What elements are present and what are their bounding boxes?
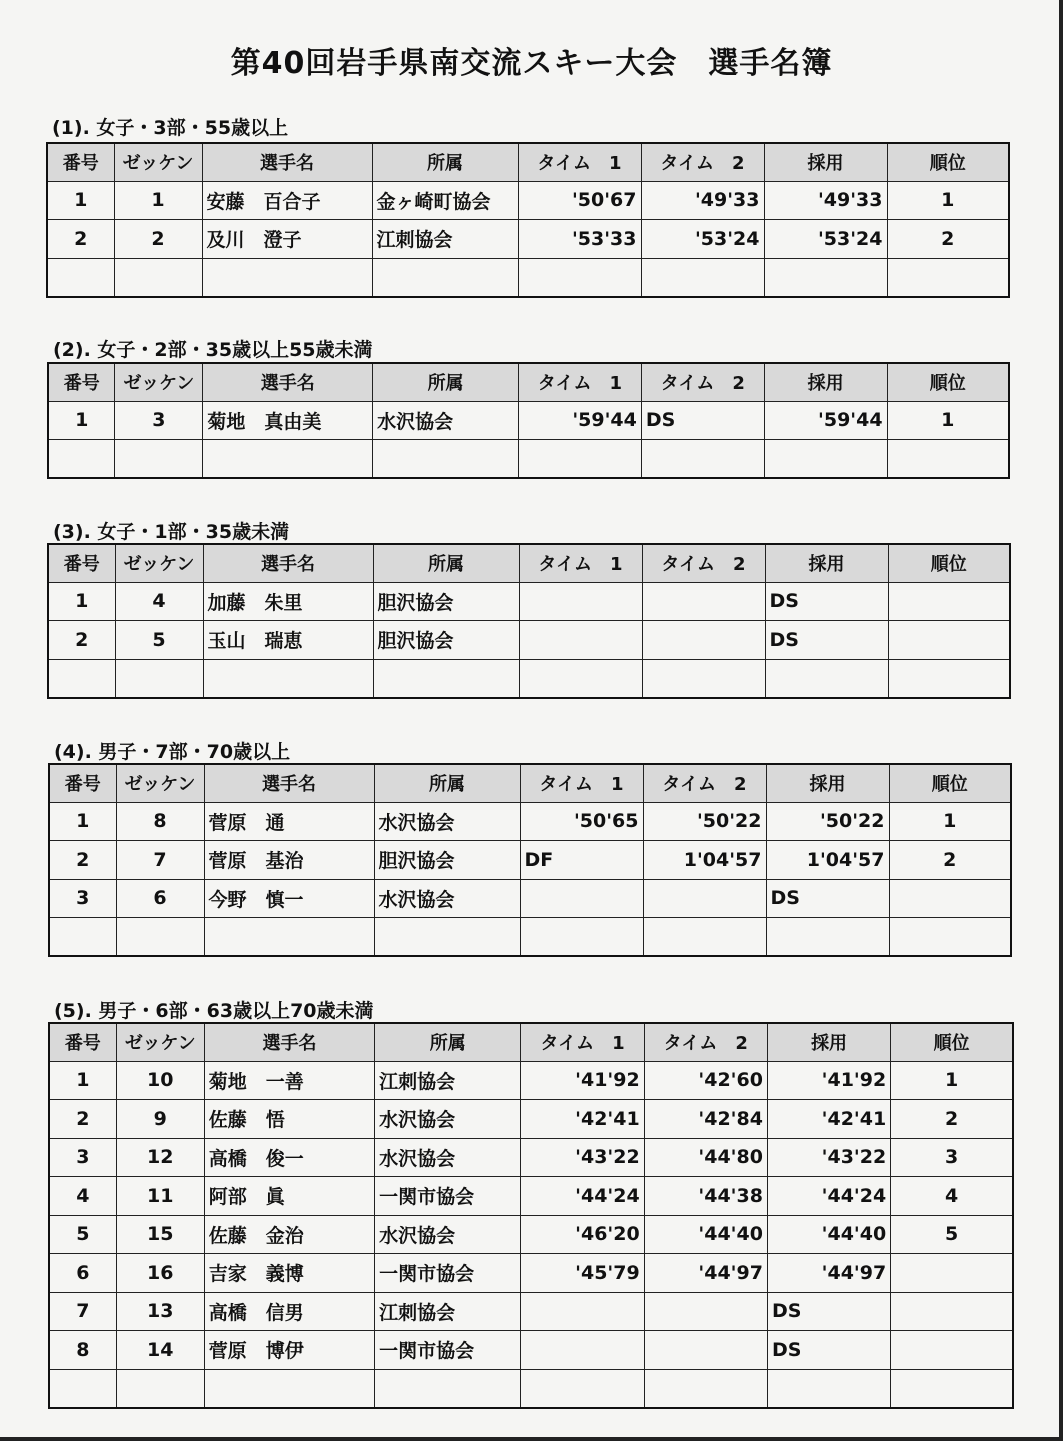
- time2-cell: '53'24: [641, 220, 764, 259]
- time2-cell: '44'80: [644, 1138, 767, 1177]
- rank-cell: [887, 258, 1009, 297]
- header-time2: タイム 2: [644, 1023, 767, 1061]
- rank-cell: [888, 659, 1010, 698]
- table-row: [49, 841, 1011, 880]
- number-cell: [49, 918, 116, 957]
- header-time2: タイム 2: [642, 544, 765, 582]
- section-title: (2). 女子・2部・35歳以上55歳未満: [53, 339, 373, 361]
- athlete-name-cell: [203, 659, 373, 698]
- time2-cell: '49'33: [641, 181, 764, 220]
- time1-cell: [520, 879, 643, 918]
- table-row: [48, 621, 1010, 660]
- section-title: (1). 女子・3部・55歳以上: [52, 117, 289, 139]
- athlete-name-cell: 及川 澄子: [202, 220, 372, 259]
- bib-cell: [115, 659, 203, 698]
- affiliation-cell: 一関市協会: [375, 1254, 521, 1293]
- table-row: [49, 1215, 1013, 1254]
- time2-cell: [642, 659, 765, 698]
- time1-cell: '59'44: [518, 401, 641, 440]
- table-row: [49, 1061, 1013, 1100]
- table-header-row: [49, 1023, 1013, 1061]
- affiliation-cell: 江刺協会: [375, 1061, 521, 1100]
- header-time1: タイム 1: [518, 143, 641, 181]
- affiliation-cell: [374, 918, 520, 957]
- bib-cell: [115, 440, 203, 479]
- bib-cell: 13: [116, 1292, 204, 1331]
- affiliation-cell: 水沢協会: [375, 1138, 521, 1177]
- athlete-name-cell: 菊地 一善: [204, 1061, 374, 1100]
- header-rank: 順位: [889, 764, 1011, 802]
- bib-cell: 9: [116, 1100, 204, 1139]
- affiliation-cell: 水沢協会: [375, 1100, 521, 1139]
- adopted-time-cell: [764, 258, 887, 297]
- adopted-time-cell: '44'40: [767, 1215, 890, 1254]
- rank-cell: 4: [891, 1177, 1013, 1216]
- header-time2: タイム 2: [641, 143, 764, 181]
- time2-cell: '44'40: [644, 1215, 767, 1254]
- table-row: [49, 918, 1011, 957]
- header-bib: ゼッケン: [115, 363, 203, 401]
- header-time2: タイム 2: [641, 363, 764, 401]
- athlete-name-cell: 今野 慎一: [204, 879, 374, 918]
- affiliation-cell: 水沢協会: [375, 1215, 521, 1254]
- header-adopted-time: 採用: [764, 363, 887, 401]
- bib-cell: 12: [116, 1138, 204, 1177]
- number-cell: 1: [48, 582, 115, 621]
- section-title: (3). 女子・1部・35歳未満: [53, 521, 290, 543]
- time2-cell: [644, 1331, 767, 1370]
- number-cell: 2: [49, 1100, 116, 1139]
- bib-cell: [116, 918, 204, 957]
- table-row: [47, 258, 1009, 297]
- affiliation-cell: 水沢協会: [373, 401, 519, 440]
- adopted-time-cell: DS: [767, 1331, 890, 1370]
- rank-cell: 1: [889, 802, 1011, 841]
- athlete-name-cell: 高橋 信男: [204, 1292, 374, 1331]
- header-affiliation: 所属: [375, 1023, 521, 1061]
- time1-cell: DF: [520, 841, 643, 880]
- adopted-time-cell: [765, 659, 888, 698]
- adopted-time-cell: DS: [765, 582, 888, 621]
- table-row: [49, 879, 1011, 918]
- affiliation-cell: [373, 440, 519, 479]
- adopted-time-cell: '41'92: [767, 1061, 890, 1100]
- adopted-time-cell: '53'24: [764, 220, 887, 259]
- adopted-time-cell: '43'22: [767, 1138, 890, 1177]
- header-bib: ゼッケン: [116, 1023, 204, 1061]
- time1-cell: [519, 582, 642, 621]
- number-cell: 8: [49, 1331, 116, 1370]
- table-row: [49, 1369, 1013, 1408]
- athlete-name-cell: 玉山 瑞恵: [203, 621, 373, 660]
- rank-cell: [888, 621, 1010, 660]
- header-athlete-name: 選手名: [203, 363, 373, 401]
- number-cell: 3: [49, 1138, 116, 1177]
- header-number: 番号: [48, 363, 115, 401]
- rank-cell: 5: [891, 1215, 1013, 1254]
- athlete-name-cell: [203, 440, 373, 479]
- table-row: [49, 802, 1011, 841]
- time1-cell: [518, 440, 641, 479]
- rank-cell: 2: [891, 1100, 1013, 1139]
- rank-cell: [888, 582, 1010, 621]
- header-time1: タイム 1: [520, 764, 643, 802]
- adopted-time-cell: DS: [767, 1292, 890, 1331]
- header-rank: 順位: [887, 363, 1009, 401]
- number-cell: 1: [49, 802, 116, 841]
- bib-cell: 7: [116, 841, 204, 880]
- header-adopted-time: 採用: [767, 1023, 890, 1061]
- table-header-row: [49, 764, 1011, 802]
- affiliation-cell: 一関市協会: [375, 1331, 521, 1370]
- number-cell: 1: [47, 181, 114, 220]
- table-header-row: [48, 544, 1010, 582]
- time2-cell: [642, 621, 765, 660]
- table-row: [49, 1292, 1013, 1331]
- time1-cell: '46'20: [521, 1215, 644, 1254]
- time1-cell: '44'24: [521, 1177, 644, 1216]
- bib-cell: 1: [114, 181, 202, 220]
- roster-table: [47, 362, 1010, 479]
- roster-table: [48, 1022, 1014, 1409]
- time2-cell: [644, 1369, 767, 1408]
- header-number: 番号: [48, 544, 115, 582]
- rank-cell: 2: [887, 220, 1009, 259]
- adopted-time-cell: '50'22: [766, 802, 889, 841]
- number-cell: 1: [49, 1061, 116, 1100]
- adopted-time-cell: 1'04'57: [766, 841, 889, 880]
- roster-table: [48, 763, 1012, 957]
- header-affiliation: 所属: [374, 764, 520, 802]
- adopted-time-cell: '44'97: [767, 1254, 890, 1293]
- bib-cell: 4: [115, 582, 203, 621]
- rank-cell: [891, 1331, 1013, 1370]
- table-row: [49, 1138, 1013, 1177]
- bib-cell: 16: [116, 1254, 204, 1293]
- number-cell: 2: [48, 621, 115, 660]
- header-affiliation: 所属: [373, 363, 519, 401]
- time1-cell: '41'92: [521, 1061, 644, 1100]
- athlete-name-cell: 高橋 俊一: [204, 1138, 374, 1177]
- bib-cell: 6: [116, 879, 204, 918]
- number-cell: 2: [47, 220, 114, 259]
- time1-cell: '45'79: [521, 1254, 644, 1293]
- rank-cell: 1: [887, 181, 1009, 220]
- bib-cell: 5: [115, 621, 203, 660]
- header-number: 番号: [49, 1023, 116, 1061]
- time2-cell: '50'22: [643, 802, 766, 841]
- number-cell: [49, 1369, 116, 1408]
- affiliation-cell: [373, 659, 519, 698]
- affiliation-cell: 胆沢協会: [373, 582, 519, 621]
- rank-cell: 3: [891, 1138, 1013, 1177]
- adopted-time-cell: [767, 1369, 890, 1408]
- time1-cell: '50'67: [518, 181, 641, 220]
- athlete-name-cell: 吉家 義博: [204, 1254, 374, 1293]
- adopted-time-cell: DS: [765, 621, 888, 660]
- number-cell: 2: [49, 841, 116, 880]
- number-cell: [48, 659, 115, 698]
- header-bib: ゼッケン: [116, 764, 204, 802]
- time2-cell: [643, 879, 766, 918]
- adopted-time-cell: '44'24: [767, 1177, 890, 1216]
- time2-cell: DS: [641, 401, 764, 440]
- table-row: [49, 1100, 1013, 1139]
- header-athlete-name: 選手名: [204, 764, 374, 802]
- bib-cell: 8: [116, 802, 204, 841]
- time2-cell: [644, 1292, 767, 1331]
- bib-cell: 3: [115, 401, 203, 440]
- adopted-time-cell: [764, 440, 887, 479]
- affiliation-cell: 江刺協会: [375, 1292, 521, 1331]
- number-cell: [47, 258, 114, 297]
- affiliation-cell: 一関市協会: [375, 1177, 521, 1216]
- table-row: [48, 582, 1010, 621]
- time2-cell: 1'04'57: [643, 841, 766, 880]
- table-header-row: [47, 143, 1009, 181]
- time1-cell: '42'41: [521, 1100, 644, 1139]
- header-time1: タイム 1: [518, 363, 641, 401]
- header-rank: 順位: [888, 544, 1010, 582]
- rank-cell: [889, 918, 1011, 957]
- affiliation-cell: 水沢協会: [374, 879, 520, 918]
- rank-cell: 2: [889, 841, 1011, 880]
- time1-cell: '43'22: [521, 1138, 644, 1177]
- table-row: [47, 220, 1009, 259]
- bib-cell: 14: [116, 1331, 204, 1370]
- header-affiliation: 所属: [372, 143, 518, 181]
- bib-cell: [114, 258, 202, 297]
- time1-cell: [518, 258, 641, 297]
- table-row: [49, 1254, 1013, 1293]
- athlete-name-cell: 菅原 基治: [204, 841, 374, 880]
- affiliation-cell: [372, 258, 518, 297]
- header-athlete-name: 選手名: [204, 1023, 374, 1061]
- header-adopted-time: 採用: [766, 764, 889, 802]
- athlete-name-cell: 安藤 百合子: [202, 181, 372, 220]
- time2-cell: '42'60: [644, 1061, 767, 1100]
- adopted-time-cell: DS: [766, 879, 889, 918]
- athlete-name-cell: [204, 918, 374, 957]
- time1-cell: [521, 1331, 644, 1370]
- rank-cell: [891, 1254, 1013, 1293]
- number-cell: 4: [49, 1177, 116, 1216]
- time2-cell: [643, 918, 766, 957]
- header-rank: 順位: [891, 1023, 1013, 1061]
- roster-table: [46, 142, 1010, 298]
- athlete-name-cell: [204, 1369, 374, 1408]
- affiliation-cell: 胆沢協会: [374, 841, 520, 880]
- number-cell: 5: [49, 1215, 116, 1254]
- number-cell: 6: [49, 1254, 116, 1293]
- table-row: [49, 1331, 1013, 1370]
- athlete-name-cell: 佐藤 金治: [204, 1215, 374, 1254]
- time1-cell: '50'65: [520, 802, 643, 841]
- athlete-name-cell: 加藤 朱里: [203, 582, 373, 621]
- header-bib: ゼッケン: [114, 143, 202, 181]
- athlete-name-cell: [202, 258, 372, 297]
- header-time1: タイム 1: [521, 1023, 644, 1061]
- rank-cell: 1: [891, 1061, 1013, 1100]
- header-bib: ゼッケン: [115, 544, 203, 582]
- adopted-time-cell: [766, 918, 889, 957]
- time1-cell: [520, 918, 643, 957]
- header-time2: タイム 2: [643, 764, 766, 802]
- athlete-name-cell: 佐藤 悟: [204, 1100, 374, 1139]
- time1-cell: [521, 1292, 644, 1331]
- bib-cell: 15: [116, 1215, 204, 1254]
- affiliation-cell: 胆沢協会: [373, 621, 519, 660]
- table-row: [49, 1177, 1013, 1216]
- table-row: [47, 181, 1009, 220]
- bib-cell: 11: [116, 1177, 204, 1216]
- number-cell: 3: [49, 879, 116, 918]
- number-cell: [48, 440, 115, 479]
- rank-cell: [891, 1369, 1013, 1408]
- header-affiliation: 所属: [373, 544, 519, 582]
- adopted-time-cell: '49'33: [764, 181, 887, 220]
- rank-cell: [891, 1292, 1013, 1331]
- section-title: (4). 男子・7部・70歳以上: [54, 741, 291, 763]
- rank-cell: 1: [887, 401, 1009, 440]
- athlete-name-cell: 阿部 眞: [204, 1177, 374, 1216]
- header-adopted-time: 採用: [765, 544, 888, 582]
- time2-cell: [641, 440, 764, 479]
- bib-cell: 10: [116, 1061, 204, 1100]
- affiliation-cell: [375, 1369, 521, 1408]
- time1-cell: [521, 1369, 644, 1408]
- header-rank: 順位: [887, 143, 1009, 181]
- adopted-time-cell: '42'41: [767, 1100, 890, 1139]
- roster-table: [47, 543, 1011, 699]
- header-time1: タイム 1: [519, 544, 642, 582]
- athlete-name-cell: 菅原 博伊: [204, 1331, 374, 1370]
- time2-cell: [642, 582, 765, 621]
- table-row: [48, 440, 1009, 479]
- page-title: 第40回岩手県南交流スキー大会 選手名簿: [230, 46, 833, 81]
- header-athlete-name: 選手名: [203, 544, 373, 582]
- number-cell: 1: [48, 401, 115, 440]
- affiliation-cell: 金ヶ崎町協会: [372, 181, 518, 220]
- time1-cell: [519, 621, 642, 660]
- bib-cell: 2: [114, 220, 202, 259]
- number-cell: 7: [49, 1292, 116, 1331]
- time2-cell: [641, 258, 764, 297]
- header-athlete-name: 選手名: [202, 143, 372, 181]
- rank-cell: [887, 440, 1009, 479]
- bib-cell: [116, 1369, 204, 1408]
- table-row: [48, 401, 1009, 440]
- time2-cell: '44'97: [644, 1254, 767, 1293]
- athlete-name-cell: 菅原 通: [204, 802, 374, 841]
- table-header-row: [48, 363, 1009, 401]
- affiliation-cell: 江刺協会: [372, 220, 518, 259]
- header-number: 番号: [49, 764, 116, 802]
- time2-cell: '44'38: [644, 1177, 767, 1216]
- adopted-time-cell: '59'44: [764, 401, 887, 440]
- header-adopted-time: 採用: [764, 143, 887, 181]
- athlete-name-cell: 菊地 真由美: [203, 401, 373, 440]
- time2-cell: '42'84: [644, 1100, 767, 1139]
- time1-cell: '53'33: [518, 220, 641, 259]
- table-row: [48, 659, 1010, 698]
- affiliation-cell: 水沢協会: [374, 802, 520, 841]
- header-number: 番号: [47, 143, 114, 181]
- rank-cell: [889, 879, 1011, 918]
- time1-cell: [519, 659, 642, 698]
- section-title: (5). 男子・6部・63歳以上70歳未満: [54, 1000, 374, 1022]
